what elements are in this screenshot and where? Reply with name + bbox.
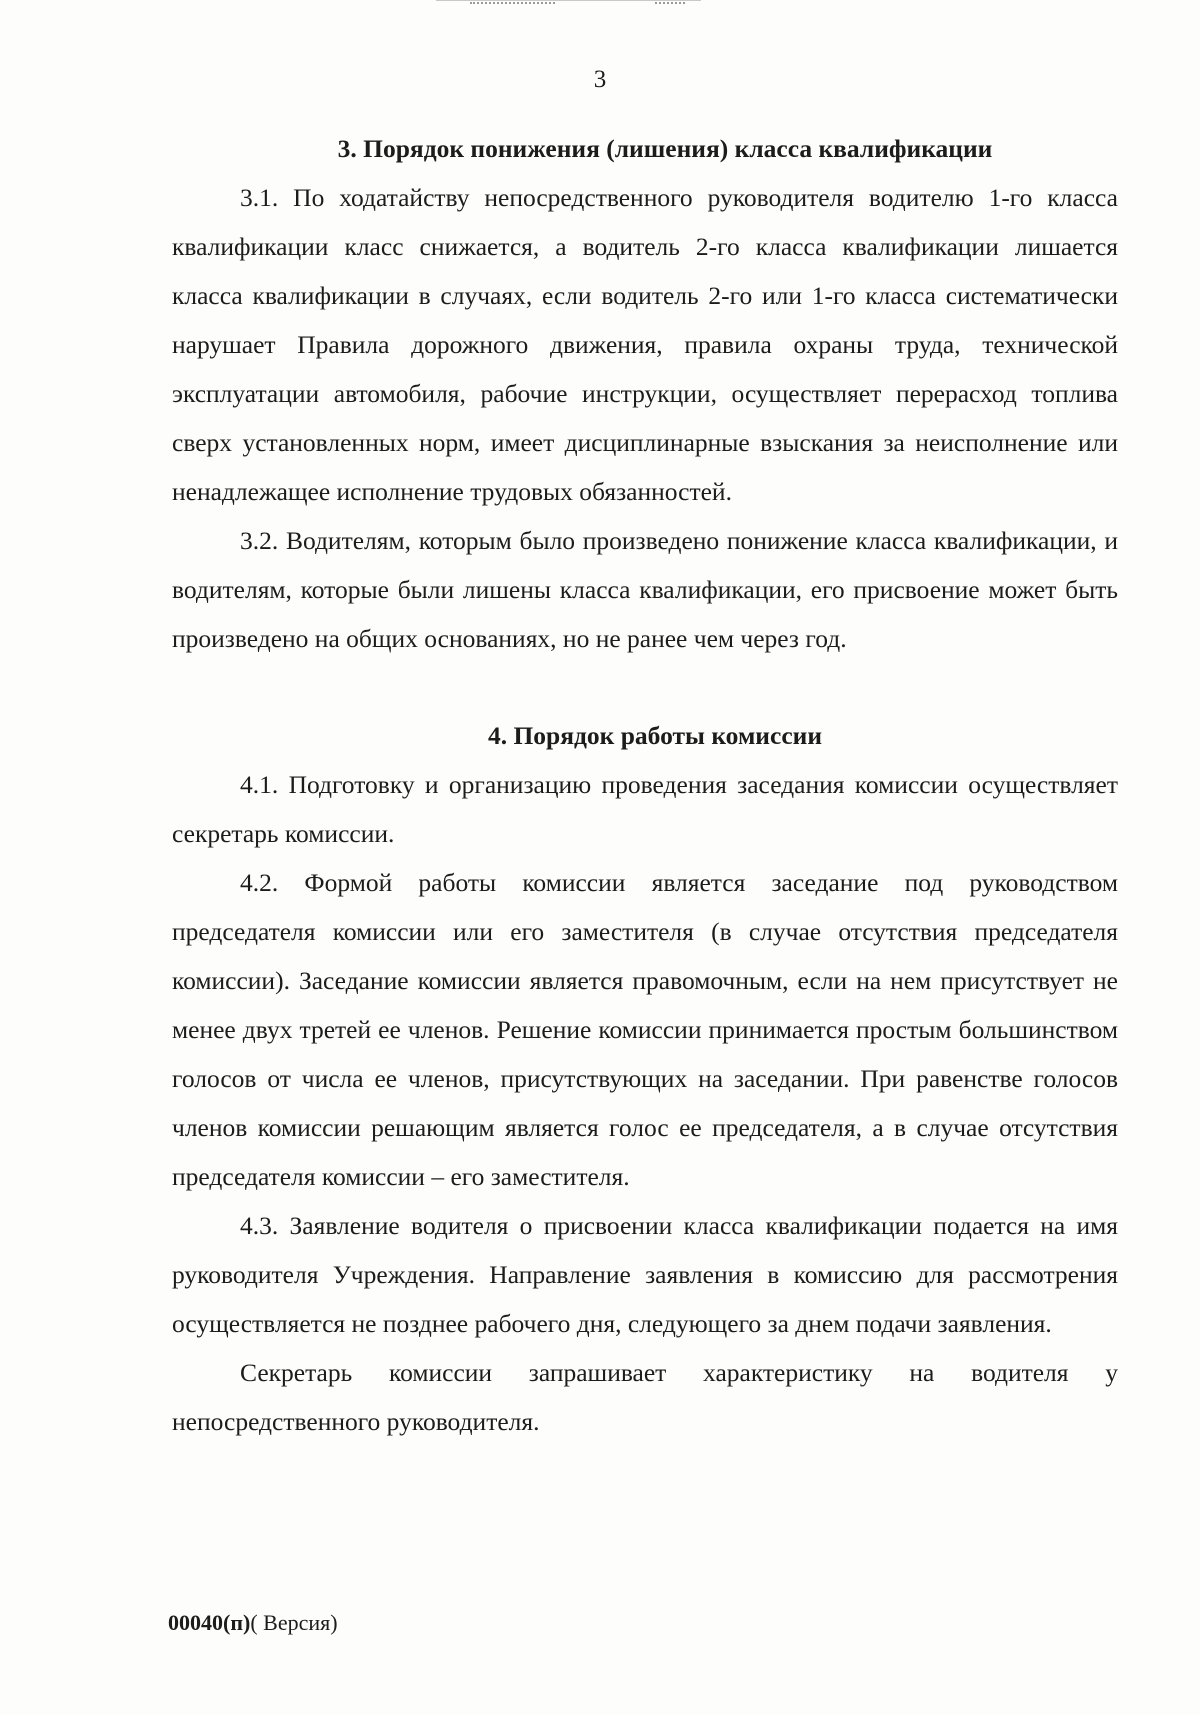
document-code: 00040(п) [168, 1610, 251, 1635]
page-number: 3 [593, 66, 607, 93]
paragraph-3-1: 3.1. По ходатайству непосредственного руководителя водителю 1-го класса квалификации класс снижается, а водитель 2-го класса квалификации лишается класса квалификации в случаях, если водитель 2-го или 1-го класса систематически нарушает Правила дорожного движения, правила охраны труда, технической эксплуатации автомобиля, рабочие инструкции, осуществляет перерасход топлива сверх установленных норм, имеет дисциплинарные взыскания за неисполнение или ненадлежащее исполнение трудовых обязанностей. [172, 183, 1118, 506]
paragraph-secretary: Секретарь комиссии запрашивает характеристику на водителя у непосредственного руководителя. [172, 1358, 1118, 1436]
paragraph-3-2: 3.2. Водителям, которым было произведено понижение класса квалификации, и водителям, которые были лишены класса квалификации, его присвоение может быть произведено на общих основаниях, но не ранее чем через год. [172, 526, 1118, 653]
paragraph-4-3: 4.3. Заявление водителя о присвоении класса квалификации подается на имя руководителя Учреждения. Направление заявления в комиссию для рассмотрения осуществляется не позднее рабочего дня, следующего за днем подачи заявления. [172, 1211, 1118, 1338]
scan-artifact [470, 2, 555, 18]
scan-artifact [655, 2, 685, 18]
section-3-heading: 3. Порядок понижения (лишения) класса квалификации [337, 134, 993, 163]
document-version: ( Версия) [250, 1610, 338, 1635]
paragraph-4-1: 4.1. Подготовку и организацию проведения заседания комиссии осуществляет секретарь комиссии. [172, 770, 1118, 848]
paragraph-4-2: 4.2. Формой работы комиссии является заседание под руководством председателя комиссии или его заместителя (в случае отсутствия председателя комиссии). Заседание комиссии является правомочным, если на нем присутствует не менее двух третей ее членов. Решение комиссии принимается простым большинством голосов от числа ее членов, присутствующих на заседании. При равенстве голосов членов комиссии решающим является голос ее председателя, а в случае отсутствия председателя комиссии – его заместителя. [172, 868, 1118, 1191]
section-4-heading: 4. Порядок работы комиссии [487, 721, 823, 750]
scan-edge-line [436, 0, 701, 1]
document-footer [168, 1610, 338, 1636]
document-body [172, 124, 1118, 1446]
